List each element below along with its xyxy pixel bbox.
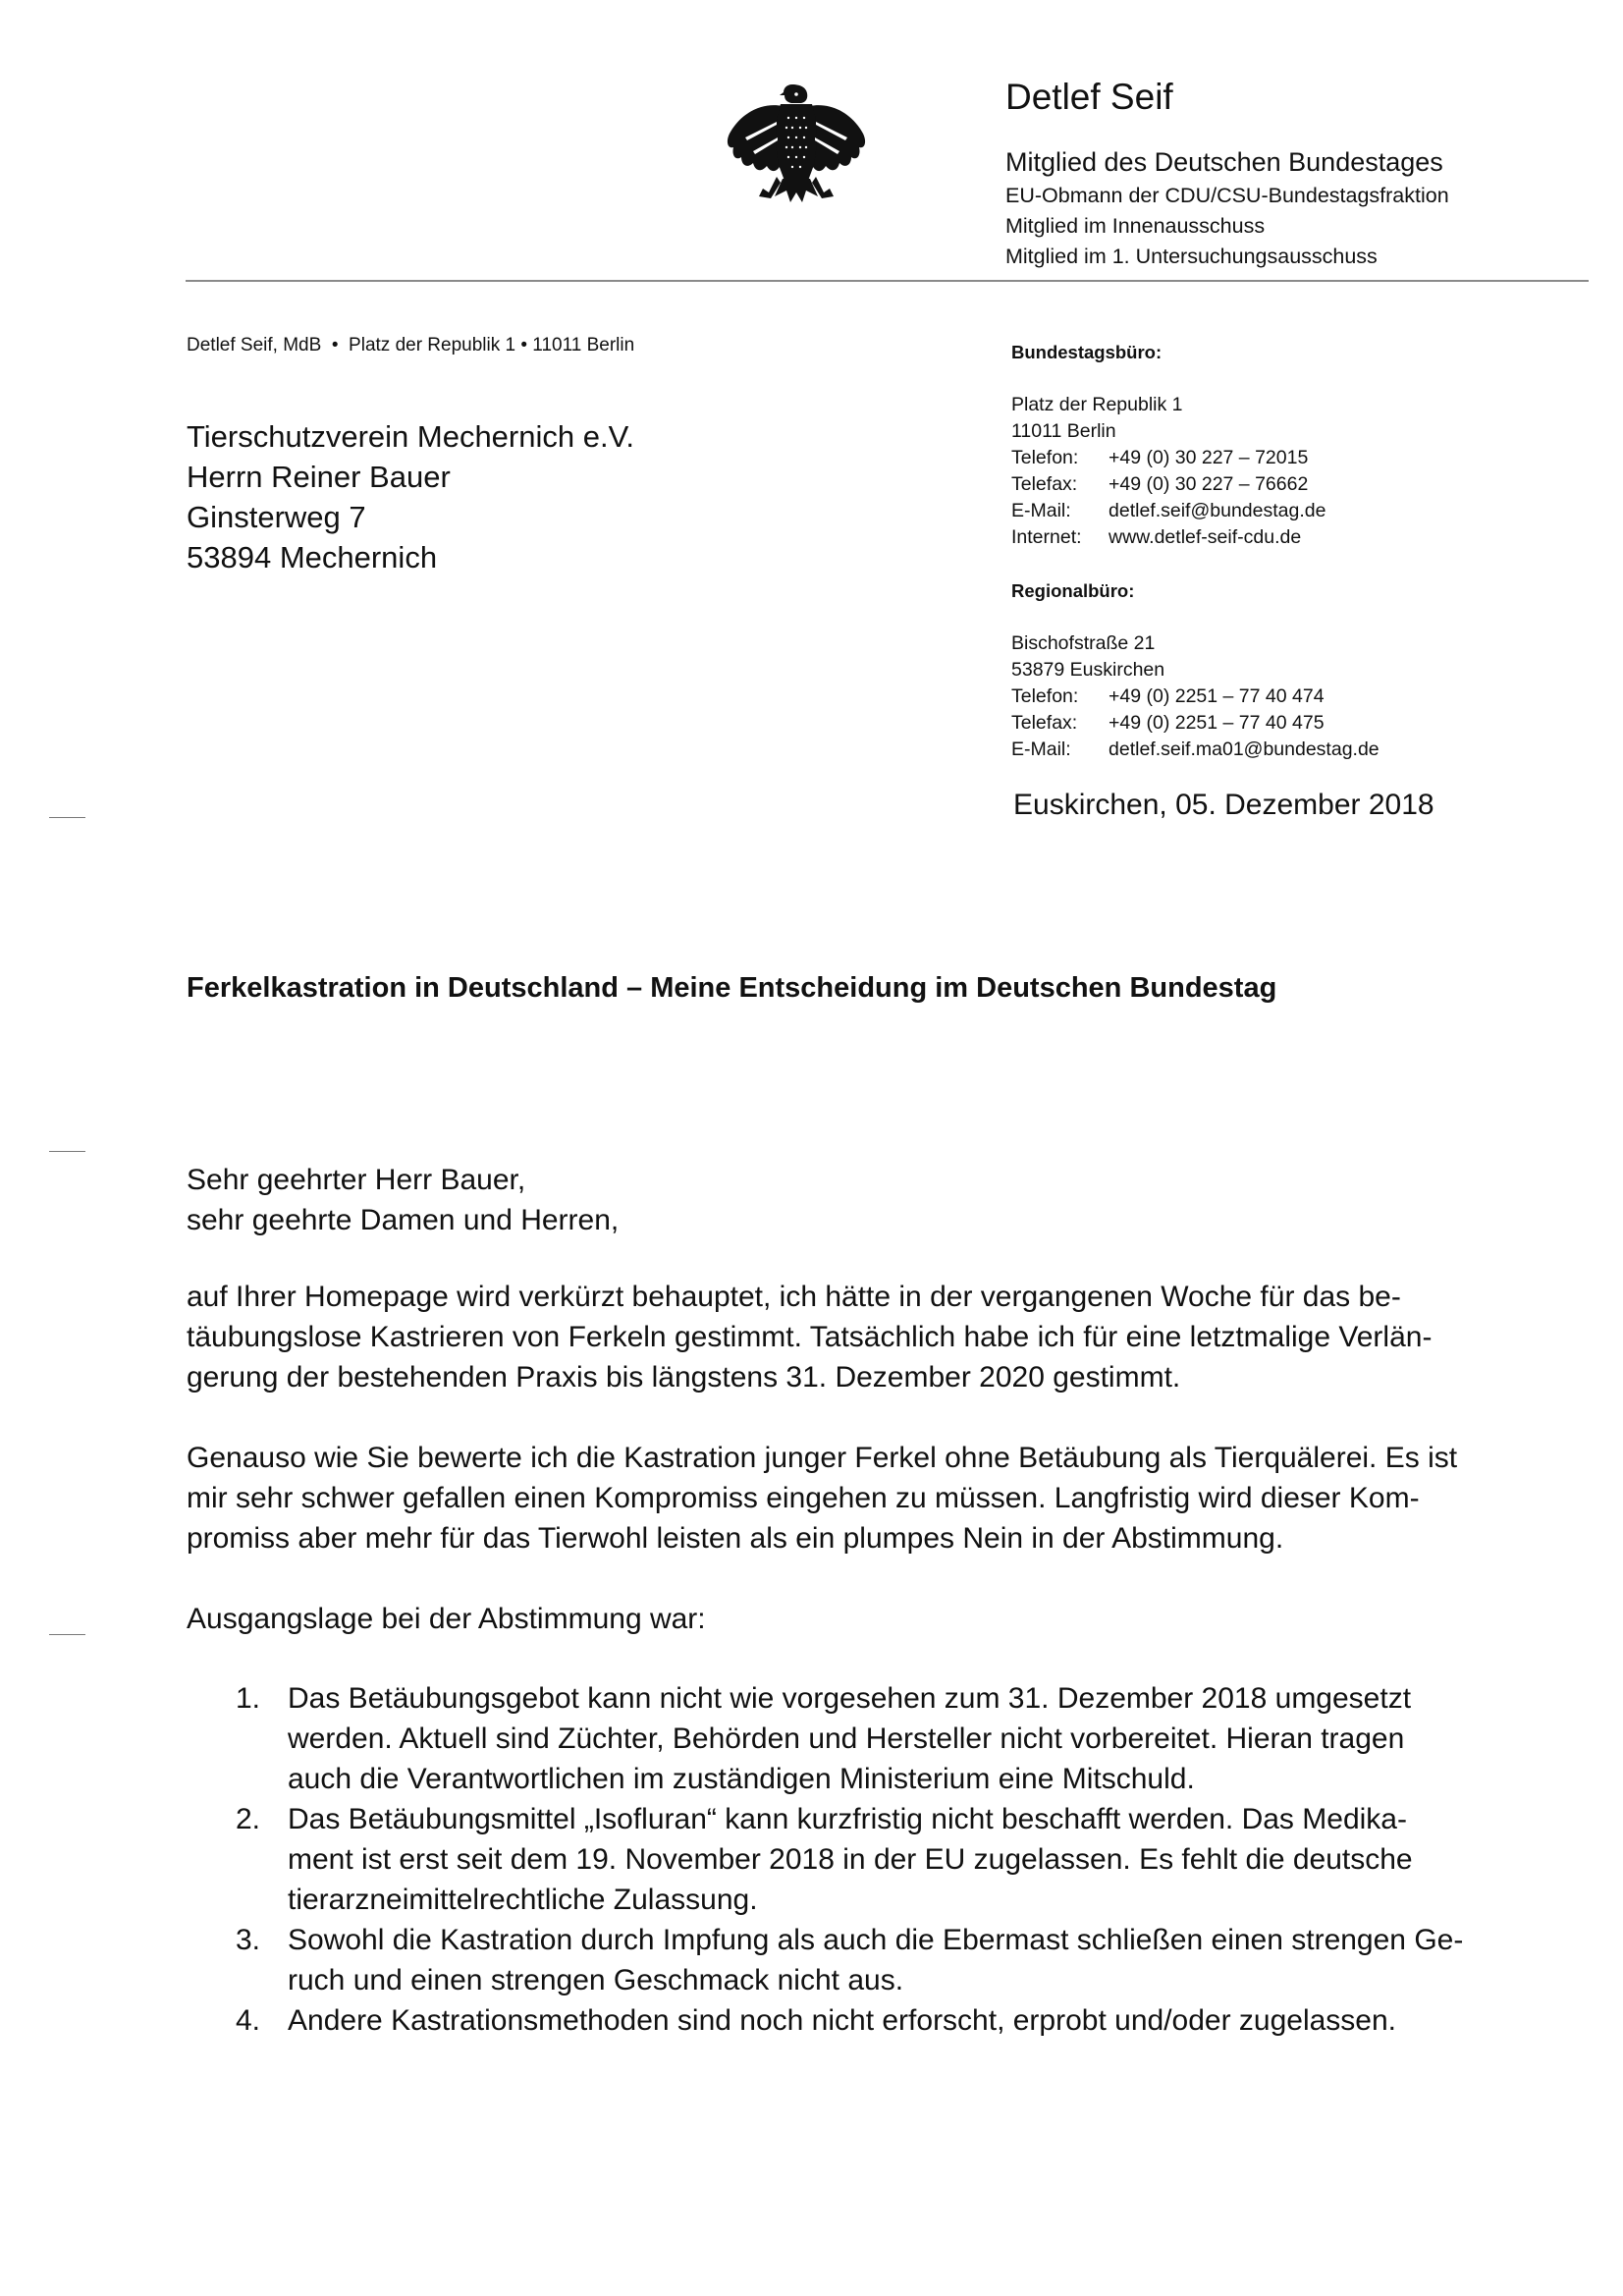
fold-mark (49, 1634, 85, 1635)
member-role: Mitglied des Deutschen Bundestages (1005, 147, 1443, 177)
sender-line: Detlef Seif, MdB • Platz der Republik 1 • 11011 Berlin (187, 335, 635, 355)
text-line: werden. Aktuell sind Züchter, Behörden und Hersteller nicht vorbereitet. Hieran tragen (288, 1722, 1405, 1755)
list-item (236, 2000, 1483, 2041)
member-functions (1005, 181, 1449, 272)
numbered-list (236, 1678, 1483, 2041)
regional-phone-row: Telefon: +49 (0) 2251 – 77 40 474 (1011, 685, 1325, 707)
text-line: täubungslose Kastrieren von Ferkeln gestimmt. Tatsächlich habe ich für eine letztmalige Verlän- (187, 1321, 1433, 1353)
function-line: EU-Obmann der CDU/CSU-Bundestagsfraktion (1005, 184, 1449, 207)
text-line: auf Ihrer Homepage wird verkürzt behauptet, ich hätte in der vergangenen Woche für das be- (187, 1281, 1401, 1313)
member-name: Detlef Seif (1005, 77, 1173, 117)
fold-mark (49, 817, 85, 818)
recipient-line: 53894 Mechernich (187, 540, 438, 574)
list-item (236, 1920, 1483, 2000)
text-line: ruch und einen strengen Geschmack nicht aus. (288, 1964, 904, 1996)
regional-email-link[interactable]: detlef.seif.ma01@bundestag.de (1109, 738, 1380, 760)
berlin-office-title: Bundestagsbüro: (1011, 342, 1163, 362)
header-rule (186, 280, 1589, 282)
bundesadler-logo (724, 82, 869, 210)
paragraph-3 (187, 1599, 1483, 1639)
recipient-line: Ginsterweg 7 (187, 500, 366, 534)
paragraph-2 (187, 1438, 1483, 1558)
text-line: Das Betäubungsgebot kann nicht wie vorgesehen zum 31. Dezember 2018 umgesetzt (288, 1682, 1412, 1715)
text-line: mir sehr schwer gefallen einen Kompromiss eingehen zu müssen. Langfristig wird dieser Kom- (187, 1482, 1420, 1514)
text-line: auch die Verantwortlichen im zuständigen Ministerium eine Mitschuld. (288, 1763, 1195, 1795)
punch-mark (49, 1151, 85, 1152)
salutation-line: Sehr geehrter Herr Bauer, (187, 1164, 526, 1196)
berlin-phone-row: Telefon: +49 (0) 30 227 – 72015 (1011, 447, 1309, 468)
berlin-address-line: 11011 Berlin (1011, 420, 1116, 442)
regional-office-title: Regionalbüro: (1011, 580, 1135, 601)
paragraph-1 (187, 1277, 1483, 1397)
letter-date: Euskirchen, 05. Dezember 2018 (1013, 789, 1434, 821)
website-link[interactable]: www.detlef-seif-cdu.de (1109, 526, 1302, 548)
text-line: Andere Kastrationsmethoden sind noch nicht erforscht, erprobt und/oder zugelassen. (288, 2004, 1397, 2037)
text-line: promiss aber mehr für das Tierwohl leisten als ein plumpes Nein in der Abstimmung. (187, 1522, 1284, 1555)
function-line: Mitglied im 1. Untersuchungsausschuss (1005, 245, 1378, 268)
regional-address-line: 53879 Euskirchen (1011, 659, 1165, 681)
berlin-web-row: Internet: www.detlef-seif-cdu.de (1011, 524, 1380, 551)
list-item (236, 1678, 1483, 1799)
contact-block (1011, 339, 1380, 763)
recipient-line: Tierschutzverein Mechernich e.V. (187, 419, 635, 454)
regional-address-line: Bischofstraße 21 (1011, 632, 1156, 654)
berlin-email-row: E-Mail: detlef.seif@bundestag.de (1011, 498, 1380, 524)
text-line: Das Betäubungsmittel „Isofluran“ kann kurzfristig nicht beschafft werden. Das Medika- (288, 1803, 1407, 1835)
list-number: 4. (236, 2004, 261, 2037)
berlin-address-line: Platz der Republik 1 (1011, 394, 1183, 415)
berlin-email-link[interactable]: detlef.seif@bundestag.de (1109, 500, 1326, 521)
function-line: Mitglied im Innenausschuss (1005, 214, 1266, 238)
regional-fax-row: Telefax: +49 (0) 2251 – 77 40 475 (1011, 712, 1325, 734)
text-line: gerung der bestehenden Praxis bis längstens 31. Dezember 2020 gestimmt. (187, 1361, 1181, 1394)
text-line: Genauso wie Sie bewerte ich die Kastration junger Ferkel ohne Betäubung als Tierquälerei. Es ist (187, 1442, 1458, 1474)
text-line: tierarzneimittelrechtliche Zulassung. (288, 1884, 758, 1916)
recipient-address (187, 416, 634, 577)
recipient-line: Herrn Reiner Bauer (187, 460, 451, 494)
salutation (187, 1160, 1483, 1240)
text-line: Sowohl die Kastration durch Impfung als auch die Ebermast schließen einen strengen Ge- (288, 1924, 1464, 1956)
text-line: ment ist erst seit dem 19. November 2018 in der EU zugelassen. Es fehlt die deutsche (288, 1843, 1413, 1876)
regional-email-row: E-Mail: detlef.seif.ma01@bundestag.de (1011, 737, 1380, 763)
berlin-fax-row: Telefax: +49 (0) 30 227 – 76662 (1011, 473, 1309, 495)
letter-subject: Ferkelkastration in Deutschland – Meine Entscheidung im Deutschen Bundestag (187, 972, 1277, 1004)
list-item (236, 1799, 1483, 1920)
list-number: 2. (236, 1803, 261, 1835)
list-number: 3. (236, 1924, 261, 1956)
text-line: Ausgangslage bei der Abstimmung war: (187, 1603, 706, 1635)
list-number: 1. (236, 1682, 261, 1715)
salutation-line: sehr geehrte Damen und Herren, (187, 1204, 620, 1236)
